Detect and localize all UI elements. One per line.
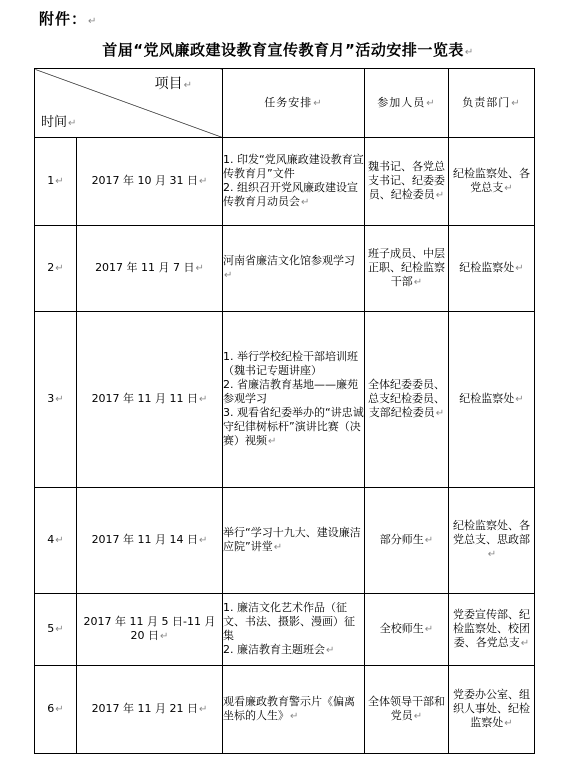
task-cell: 1. 印发“党风廉政建设教育宣传教育月”文件 2. 组织召开党风廉政建设宣传教育月动员会↵	[223, 138, 365, 226]
date-cell: 2017 年 11 月 5 日-11 月 20 日↵	[77, 594, 223, 666]
row-number-cell: 1↵	[35, 138, 77, 226]
department-cell: 纪检监察处、各党总支、思政部↵	[449, 488, 535, 594]
participants-cell: 全体领导干部和党员↵	[365, 666, 449, 754]
table-row	[35, 226, 535, 312]
department-cell: 纪检监察处、各党总支↵	[449, 138, 535, 226]
date-cell: 2017 年 11 月 14 日↵	[77, 488, 223, 594]
table-row	[35, 594, 535, 666]
department-cell: 党委宣传部、纪检监察处、校团委、各党总支↵	[449, 594, 535, 666]
task-cell: 观看廉政教育警示片《偏离坐标的人生》↵	[223, 666, 365, 754]
department-cell: 党委办公室、组织人事处、纪检监察处↵	[449, 666, 535, 754]
table-row	[35, 488, 535, 594]
participants-cell: 部分师生↵	[365, 488, 449, 594]
table-row	[35, 312, 535, 488]
participants-cell: 全体纪委委员、总支纪检委员、支部纪检委员↵	[365, 312, 449, 488]
department-cell: 纪检监察处↵	[449, 312, 535, 488]
schedule-table	[34, 68, 535, 754]
participants-cell: 全校师生↵	[365, 594, 449, 666]
row-number-cell: 6↵	[35, 666, 77, 754]
date-cell: 2017 年 11 月 7 日↵	[77, 226, 223, 312]
task-cell: 举行“学习十九大、建设廉洁应院”讲堂↵	[223, 488, 365, 594]
task-cell: 河南省廉洁文化馆参观学习↵	[223, 226, 365, 312]
task-cell: 1. 廉洁文化艺术作品（征文、书法、摄影、漫画）征集 2. 廉洁教育主题班会↵	[223, 594, 365, 666]
row-number-cell: 5↵	[35, 594, 77, 666]
table-body	[35, 138, 535, 754]
table-row	[35, 666, 535, 754]
header-time-label: 时间↵	[41, 115, 77, 130]
date-cell: 2017 年 11 月 11 日↵	[77, 312, 223, 488]
document-title: 首届“党风廉政建设教育宣传教育月”活动安排一览表↵	[102, 41, 474, 59]
table-row	[35, 138, 535, 226]
participants-cell: 班子成员、中层正职、纪检监察干部↵	[365, 226, 449, 312]
row-number-cell: 3↵	[35, 312, 77, 488]
header-department: 负责部门↵	[449, 69, 535, 138]
header-task: 任务安排↵	[223, 69, 365, 138]
header-participants: 参加人员↵	[365, 69, 449, 138]
attachment-label: 附件：↵	[39, 10, 98, 28]
department-cell: 纪检监察处↵	[449, 226, 535, 312]
date-cell: 2017 年 11 月 21 日↵	[77, 666, 223, 754]
diagonal-header-cell	[35, 69, 223, 138]
row-number-cell: 4↵	[35, 488, 77, 594]
participants-cell: 魏书记、各党总支书记、纪委委员、纪检委员↵	[365, 138, 449, 226]
task-cell: 1. 举行学校纪检干部培训班（魏书记专题讲座） 2. 省廉洁教育基地——廉苑参观学习 3. 观看省纪委举办的“讲忠诚守纪律树标杆”演讲比赛（决赛）视频↵	[223, 312, 365, 488]
date-cell: 2017 年 10 月 31 日↵	[77, 138, 223, 226]
header-item-label: 项目↵	[154, 76, 192, 92]
row-number-cell: 2↵	[35, 226, 77, 312]
table-header-row	[35, 69, 535, 138]
